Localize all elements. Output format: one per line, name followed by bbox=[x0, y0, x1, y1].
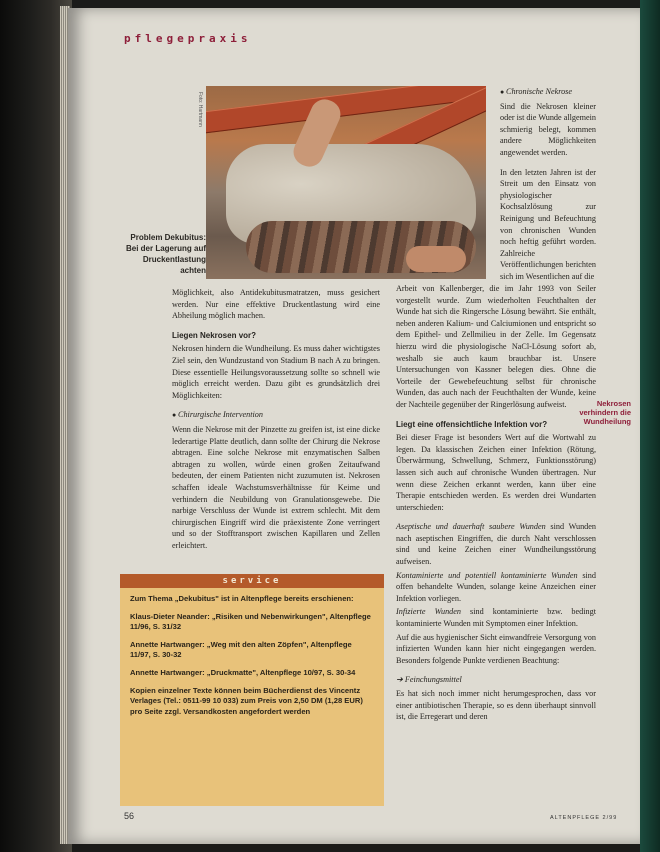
list-item-text: sind Wunden nach aseptischen Eingriffen, die durch Naht verschlossen sind und keine Zeichen einer Wundheilungsstörung aufweisen. bbox=[396, 522, 596, 567]
bullet-heading: ● Chronische Nekrose bbox=[500, 86, 596, 99]
arrow-heading: ➔ Feinchungsmittel bbox=[396, 674, 596, 686]
paragraph: Arbeit von Kallenberger, die im Jahr 1993 von Seiler vorgestellt wurde. Zum wiederholten Feuchthalten der Wunde hat sich die Ringersche Lösung bewährt. Sie enthält, neben anderen Kalium- und Calciumionen und entspricht so dem Epithel- und Zellmilieu in der Zelle. Im Gegensatz hierzu wird die physiologische NaCl-Lösung sofort ab, weshalb sie auch kaum brauchbar ist. Unsere Untersuchungen von Kassner belegen dies. Ohne die Vorteile der Gewebefeuchtung selbst für chronische Wunden, das auch nach der Feuchthalten der Wunde, keine der Nachteile gegenüber der Ringerlösung aufweist. bbox=[396, 284, 596, 409]
paragraph: Nekrosen hindern die Wundheilung. Es muss daher wichtigstes Ziel sein, den Wundzustand von Stadium B nach A zu bringen. Diese essentielle Heilungsvoraussetzung sollte so schnell wie möglich erreicht werden. Dazu gibt es grundsätzlich drei Möglichkeiten: bbox=[172, 344, 380, 400]
list-item-title: Infizierte Wunden bbox=[396, 607, 461, 617]
list-item bbox=[396, 570, 596, 605]
subheading: Liegen Nekrosen vor? bbox=[172, 330, 257, 340]
paragraph: Wenn die Nekrose mit der Pinzette zu greifen ist, ist eine dicke lederartige Platte deutlich, dann sollte der Chirurg die Nekrose abtragen. Eine solche Nekrose mit enzymatischen Salben abtragen zu wollen, würde einen großen Zeitaufwand bedeuten, der einem Patienten nicht zuzumuten ist. Nekrosen schaffen ideale Wachstumsverhältnisse für Keime und verhindern die Neubildung von Granulationsgewebe. Die narbige Verschluss der Wunde ist extrem schlecht. Mit dem chirurgischen Eingriff wird die präexistente Zone verringert und so der Stofftransport zwischen Kapillaren und Zellen erleichtert. bbox=[172, 424, 380, 550]
column-right-top bbox=[500, 86, 596, 291]
list-item-text: sind offen behandelte Wunden, solange keine Anzeichen einer Infektion vorliegen. bbox=[396, 570, 596, 603]
paragraph: Auf die aus hygienischer Sicht einwandfreie Versorgung von infizierten Wunden kann hier nicht eingegangen werden. Besonders folgende Punkte verdienen Beachtung: bbox=[396, 632, 596, 665]
paragraph: In den letzten Jahren ist der Streit um den Einsatz von physiologischer Kochsalzlösung zur Reinigung und Befeuchtung von chronischen Wunden noch heftig geführt worden. Zahlreiche Veröffentlichungen berichten sich im Wesentlichen auf die bbox=[500, 167, 596, 281]
list-item bbox=[396, 606, 596, 629]
margin-note: Nekrosen verhindern die Wundheilung bbox=[579, 399, 631, 426]
paragraph: Es hat sich noch immer nicht herumgesprochen, dass vor einer antibiotischen Therapie, so es denn überhaupt sinnvoll ist, die Erregerart und deren bbox=[396, 689, 596, 722]
service-entry: Annette Hartwanger: „Druckmatte", Altenpflege 10/97, S. 30-34 bbox=[130, 667, 356, 677]
photo-credit: Foto: Hartmann bbox=[197, 92, 203, 127]
service-box bbox=[120, 574, 384, 806]
journal-footer: ALTENPFLEGE 2/99 bbox=[550, 815, 618, 821]
bullet-heading: ● Chirurgische Intervention bbox=[172, 409, 380, 422]
list-item bbox=[396, 521, 596, 567]
cover-edge bbox=[640, 0, 660, 852]
column-right bbox=[396, 283, 596, 731]
service-title: service bbox=[120, 574, 384, 588]
service-entry: Annette Hartwanger: „Weg mit den alten Zöpfen", Altenpflege 11/97, S. 30-32 bbox=[130, 639, 352, 660]
service-entry: Zum Thema „Dekubitus" ist in Altenpflege bereits erschienen: bbox=[130, 594, 354, 603]
list-item-text: sind kontaminierte bzw. bedingt kontaminierte Wunden mit Symptomen einer Infektion. bbox=[396, 607, 596, 629]
patient-photo bbox=[206, 86, 486, 279]
list-item-title: Kontaminierte und potentiell kontaminierte Wunden bbox=[396, 570, 578, 580]
paragraph: Sind die Nekrosen kleiner oder ist die Wunde allgemein schmierig belegt, kommen andere Möglichkeiten angewendet werden. bbox=[500, 101, 596, 157]
section-header: pflegepraxis bbox=[124, 32, 252, 45]
paragraph: Möglichkeit, also Antidekubitusmatratzen, muss gesichert werden. Nur eine effektive Druckentlastung wird eine Abheilung möglich machen. bbox=[172, 288, 380, 321]
service-body bbox=[120, 588, 384, 730]
service-entry: Kopien einzelner Texte können beim Bücherdienst des Vincentz Verlages (Tel.: 0511-99 10 033) zum Preis von 2,50 DM (1,28 EUR) pro Seite zzgl. Versandkosten angefordert werden bbox=[130, 685, 363, 716]
page-number: 56 bbox=[124, 811, 135, 821]
subheading: Liegt eine offensichtliche Infektion vor? bbox=[396, 419, 548, 429]
paragraph: Bei dieser Frage ist besonders Wert auf die Wortwahl zu legen. Da klassischen Zeichen einer Infektion (Rötung, Überwärmung, Schwellung, Schmerz, Funktionsstörung) lassen sich auch auf chronische Wunden übertragen. Nur wenn diese Zeichen erkannt werden, kann über eine Therapie entschieden werden. Es werden drei Wundarten unterschieden: bbox=[396, 433, 596, 512]
service-entry: Klaus-Dieter Neander: „Risiken und Nebenwirkungen", Altenpflege 11/96, S. 31/32 bbox=[130, 611, 371, 632]
patient-foot bbox=[406, 246, 466, 272]
column-left bbox=[172, 287, 380, 559]
photo-caption: Problem Dekubitus: Bei der Lagerung auf Druckentlastung achten bbox=[125, 233, 206, 275]
list-item-title: Aseptische und dauerhaft saubere Wunden bbox=[396, 522, 546, 532]
